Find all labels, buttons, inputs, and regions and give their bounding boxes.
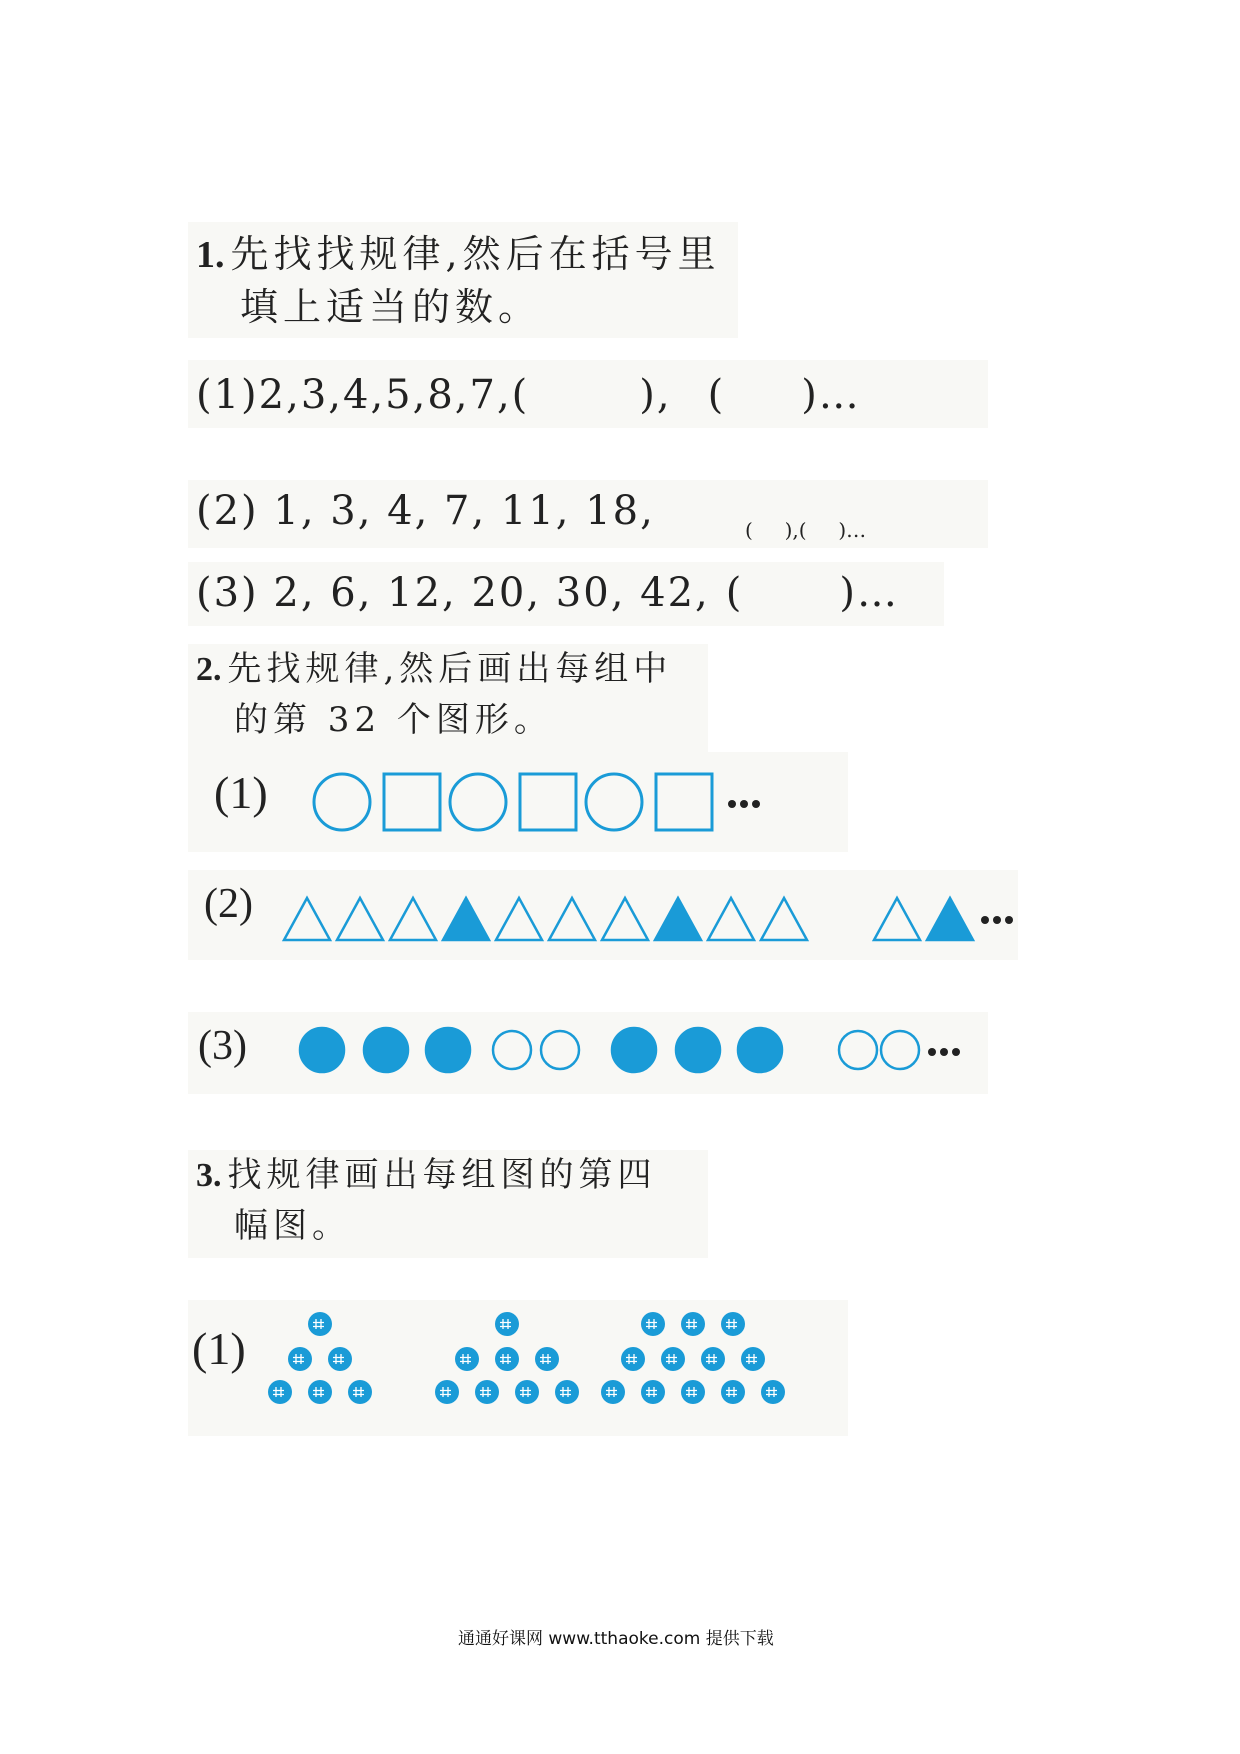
q2-item2-ellipsis-dot-1 xyxy=(993,916,1001,924)
q1-item3-blank-close: )… xyxy=(839,570,899,616)
q2-item1-square-1 xyxy=(384,774,440,830)
q2-title xyxy=(196,644,672,745)
q2-title-line2: 的第 32 个图形。 xyxy=(234,700,553,740)
q2-item2-label: (2) xyxy=(204,881,253,927)
q3-number: 3. xyxy=(196,1157,222,1194)
q2-item1-circle-0 xyxy=(314,774,370,830)
q2-item1-square-3 xyxy=(520,774,576,830)
q3-figure3-row3-ball-2 xyxy=(681,1380,705,1404)
q2-item2-triangle-11 xyxy=(927,898,973,940)
q3-title xyxy=(196,1150,657,1251)
q3-figure3-row2-ball-2 xyxy=(701,1347,725,1371)
q1-item2-sequence: 1, 3, 4, 7, 11, 18, xyxy=(273,488,655,534)
q2-item2-triangle-8 xyxy=(708,898,754,940)
q3-figure2-row3-ball-3 xyxy=(555,1380,579,1404)
q3-figure2-row3-ball-0 xyxy=(435,1380,459,1404)
q2-item3-ellipsis-dot-0 xyxy=(928,1048,936,1056)
q3-item1-label: (1) xyxy=(192,1323,246,1374)
q3-item1-figures xyxy=(270,1310,830,1420)
q1-item3-sequence: 2, 6, 12, 20, 30, 42, xyxy=(273,570,710,616)
q2-item3-circle-9 xyxy=(881,1031,919,1069)
q2-item2-ellipsis-dot-2 xyxy=(1005,916,1013,924)
q1-title-line1: 先找找规律,然后在括号里 xyxy=(230,232,721,276)
q2-item3-circle-3 xyxy=(493,1031,531,1069)
q1-number: 1. xyxy=(196,234,225,276)
q1-item1-blank2-open: ( xyxy=(707,372,726,418)
q3-figure3-row3-ball-4 xyxy=(761,1380,785,1404)
q2-item3-circle-6 xyxy=(676,1028,720,1072)
q1-item1-sequence: 2,3,4,5,8,7,( xyxy=(258,372,530,418)
q2-item2-ellipsis-dot-0 xyxy=(981,916,989,924)
q3-figure2-row2-ball-0 xyxy=(455,1347,479,1371)
q3-figure3-row2-ball-1 xyxy=(661,1347,685,1371)
q3-title-line2: 幅图。 xyxy=(234,1206,351,1246)
q3-figure2-row3-ball-1 xyxy=(475,1380,499,1404)
q2-item2-triangle-1 xyxy=(337,898,383,940)
q3-figure3-row3-ball-0 xyxy=(601,1380,625,1404)
q2-item3-circle-0 xyxy=(300,1028,344,1072)
q3-figure1-row3-ball-1 xyxy=(308,1380,332,1404)
q3-figure3-row3-ball-1 xyxy=(641,1380,665,1404)
q2-number: 2. xyxy=(196,651,222,688)
q1-item1-blank1-close: ), xyxy=(639,372,672,418)
q1-item3-label: (3) xyxy=(196,570,259,616)
q2-item2-triangle-9 xyxy=(761,898,807,940)
q2-item2-triangle-10 xyxy=(874,898,920,940)
q3-figure1-row3-ball-2 xyxy=(348,1380,372,1404)
q2-item3-circle-5 xyxy=(612,1028,656,1072)
q2-item3-circle-7 xyxy=(738,1028,782,1072)
q3-figure1-row1-ball-0 xyxy=(308,1312,332,1336)
q2-item2-triangle-0 xyxy=(284,898,330,940)
q3-figure3-row3-ball-3 xyxy=(721,1380,745,1404)
q2-item1-circle-4 xyxy=(586,774,642,830)
q2-item1-square-5 xyxy=(656,774,712,830)
q3-title-line1: 找规律画出每组图的第四 xyxy=(227,1155,657,1195)
q3-figure3-row1-ball-0 xyxy=(641,1312,665,1336)
q2-item3-ellipsis-dot-1 xyxy=(940,1048,948,1056)
q2-item1-ellipsis-dot-0 xyxy=(728,800,736,808)
q1-item3 xyxy=(196,570,899,616)
q3-figure3-row1-ball-1 xyxy=(681,1312,705,1336)
q3-figure1-row2-ball-0 xyxy=(288,1347,312,1371)
q2-item3-circle-1 xyxy=(364,1028,408,1072)
q3-figure1-row2-ball-1 xyxy=(328,1347,352,1371)
q2-item1-label: (1) xyxy=(214,767,268,818)
q2-item3-ellipsis-dot-2 xyxy=(952,1048,960,1056)
q1-item2 xyxy=(196,488,655,534)
q2-item3-shapes xyxy=(298,1022,978,1082)
footer-source: 通通好课网 www.tthaoke.com 提供下载 xyxy=(458,1629,774,1649)
q1-item2-blanks: ( ),( )… xyxy=(745,518,867,542)
q2-item2-triangle-6 xyxy=(602,898,648,940)
q2-item1-circle-2 xyxy=(450,774,506,830)
q1-item1 xyxy=(196,372,861,418)
q3-figure2-row1-ball-0 xyxy=(495,1312,519,1336)
q2-item2-triangle-5 xyxy=(549,898,595,940)
q3-figure2-row3-ball-2 xyxy=(515,1380,539,1404)
q2-item1-shapes xyxy=(312,762,832,842)
q2-item3-circle-2 xyxy=(426,1028,470,1072)
q2-item2-triangle-2 xyxy=(390,898,436,940)
q3-figure1-row3-ball-0 xyxy=(268,1380,292,1404)
q2-item2-triangle-3 xyxy=(443,898,489,940)
q2-item2-shapes xyxy=(282,888,1042,948)
q2-item2-triangle-7 xyxy=(655,898,701,940)
q1-item3-blank-open: ( xyxy=(725,570,744,616)
q1-item1-label: (1) xyxy=(196,372,259,418)
q1-title-line2: 填上适当的数。 xyxy=(240,285,542,329)
q1-item2-label: (2) xyxy=(196,488,259,534)
q2-item2-triangle-4 xyxy=(496,898,542,940)
q2-item1-ellipsis-dot-1 xyxy=(740,800,748,808)
q2-item1-ellipsis-dot-2 xyxy=(752,800,760,808)
q3-figure2-row2-ball-2 xyxy=(535,1347,559,1371)
q2-title-line1: 先找规律,然后画出每组中 xyxy=(227,649,673,689)
q3-figure3-row2-ball-3 xyxy=(741,1347,765,1371)
q2-item3-circle-4 xyxy=(541,1031,579,1069)
q3-figure2-row2-ball-1 xyxy=(495,1347,519,1371)
q3-figure3-row1-ball-2 xyxy=(721,1312,745,1336)
q2-item3-circle-8 xyxy=(839,1031,877,1069)
q1-title xyxy=(196,228,721,333)
q2-item3-label: (3) xyxy=(198,1023,247,1069)
q3-figure3-row2-ball-0 xyxy=(621,1347,645,1371)
q1-item1-blank2-close: )… xyxy=(801,372,861,418)
